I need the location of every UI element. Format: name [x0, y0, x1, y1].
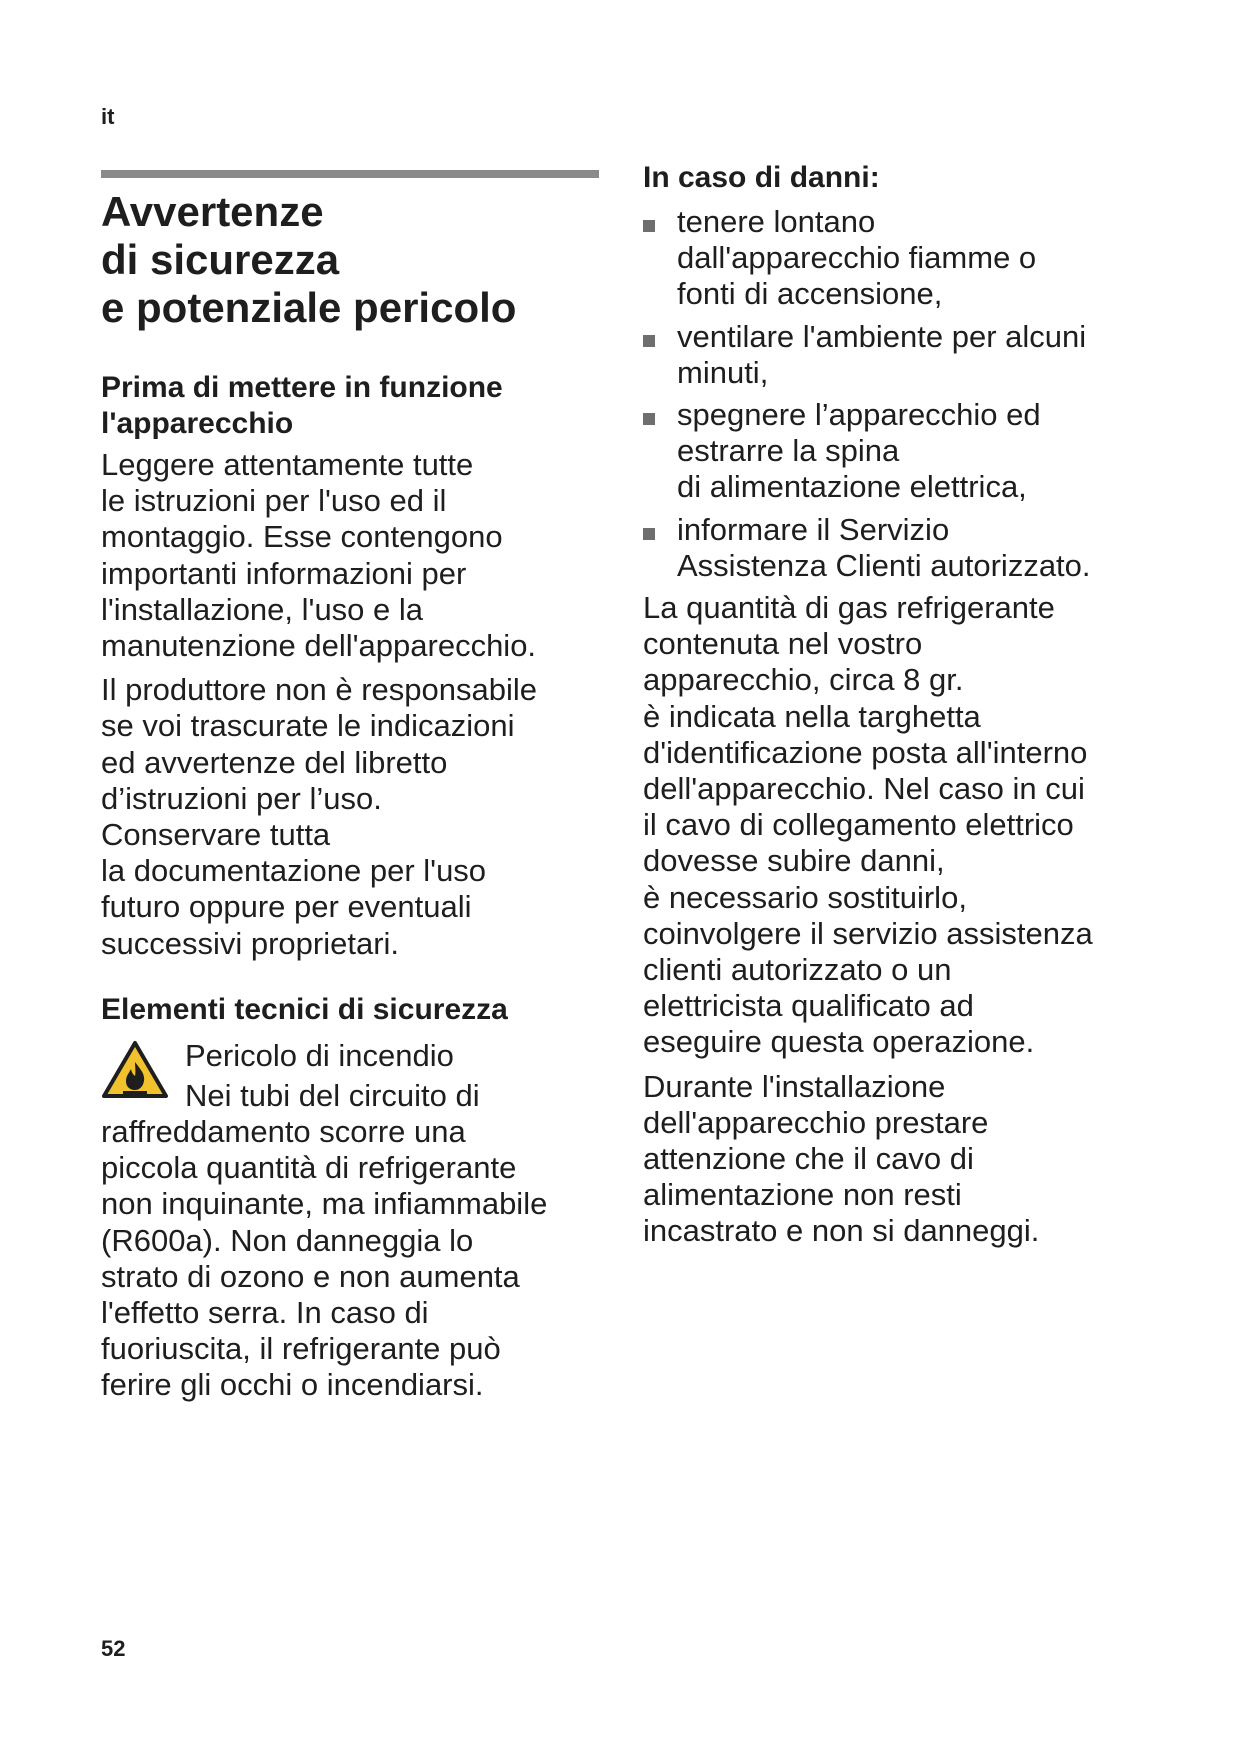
text-line: fonti di accensione,	[677, 276, 943, 312]
text-line: il cavo di collegamento elettrico	[643, 807, 1074, 843]
text-line: non inquinante, ma infiammabile	[101, 1186, 548, 1222]
text-line: dell'apparecchio. Nel caso in cui	[643, 771, 1085, 807]
list-item	[643, 512, 1143, 584]
paragraph-installation-cable	[643, 1069, 1143, 1250]
text-line: coinvolgere il servizio assistenza	[643, 915, 1093, 951]
section-divider	[101, 170, 599, 178]
text-line: d'identificazione posta all'interno	[643, 734, 1088, 770]
text-line: raffreddamento scorre una	[101, 1114, 466, 1150]
list-item	[643, 397, 1143, 506]
list-item	[643, 319, 1143, 391]
square-bullet-icon	[643, 335, 655, 347]
text-line: Assistenza Clienti autorizzato.	[677, 547, 1091, 583]
heading-line: In caso di danni:	[643, 161, 880, 194]
text-line: La quantità di gas refrigerante	[643, 590, 1055, 626]
heading-line: Elementi tecnici di sicurezza	[101, 992, 508, 1026]
language-code: it	[101, 104, 115, 129]
title-line: di sicurezza	[101, 236, 340, 283]
text-line: fuoriuscita, il refrigerante può	[101, 1331, 501, 1367]
text-line: di alimentazione elettrica,	[677, 469, 1027, 505]
text-line: strato di ozono e non aumenta	[101, 1258, 520, 1294]
right-column	[643, 160, 1143, 1250]
paragraph-read-instructions	[101, 447, 611, 664]
title-line: Avvertenze	[101, 188, 324, 235]
left-column	[101, 188, 611, 1404]
section-heading-before-use	[101, 370, 611, 442]
warning-title: Pericolo di incendio	[185, 1037, 454, 1073]
text-line: elettricista qualificato ad	[643, 988, 974, 1024]
text-line: piccola quantità di refrigerante	[101, 1150, 517, 1186]
text-line: alimentazione non resti	[643, 1177, 962, 1213]
text-line: Il produttore non è responsabile	[101, 672, 538, 708]
section-heading-safety-elements	[101, 992, 611, 1028]
text-line: ed avvertenze del libretto	[101, 744, 448, 780]
text-line: successivi proprietari.	[101, 925, 400, 961]
warning-text	[101, 1078, 611, 1404]
text-line: estrarre la spina	[677, 433, 900, 469]
text-line: Nei tubi del circuito di	[185, 1077, 480, 1113]
text-line: ventilare l'ambiente per alcuni	[677, 318, 1087, 354]
text-line: dovesse subire danni,	[643, 843, 945, 879]
text-line: ferire gli occhi o incendiarsi.	[101, 1367, 484, 1403]
text-line: l'effetto serra. In caso di	[101, 1295, 429, 1331]
text-line: è necessario sostituirlo,	[643, 879, 967, 915]
text-line: minuti,	[677, 354, 769, 390]
list-item	[643, 204, 1143, 313]
text-line: eseguire questa operazione.	[643, 1024, 1035, 1060]
text-line: d’istruzioni per l’uso.	[101, 780, 382, 816]
text-line: se voi trascurate le indicazioni	[101, 708, 515, 744]
text-line: apparecchio, circa 8 gr.	[643, 662, 964, 698]
paragraph-manufacturer-liability	[101, 672, 611, 962]
text-line: la documentazione per l'uso	[101, 853, 487, 889]
text-line: Conservare tutta	[101, 817, 331, 853]
square-bullet-icon	[643, 220, 655, 232]
text-line: clienti autorizzato o un	[643, 952, 952, 988]
text-line: attenzione che il cavo di	[643, 1141, 974, 1177]
heading-line: Prima di mettere in funzione	[101, 371, 503, 404]
text-line: tenere lontano	[677, 204, 876, 239]
text-line: (R600a). Non danneggia lo	[101, 1222, 474, 1258]
heading-line: l'apparecchio	[101, 407, 294, 440]
text-line: montaggio. Esse contengono	[101, 519, 503, 555]
text-line: Leggere attentamente tutte	[101, 447, 474, 482]
text-line: l'installazione, l'uso e la	[101, 591, 424, 627]
damage-instructions-list	[643, 204, 1143, 584]
text-line: incastrato e non si danneggi.	[643, 1213, 1040, 1249]
text-line: manutenzione dell'apparecchio.	[101, 628, 537, 664]
text-line: è indicata nella targhetta	[643, 698, 981, 734]
square-bullet-icon	[643, 413, 655, 425]
fire-hazard-icon	[101, 1040, 169, 1100]
page-number: 52	[101, 1636, 126, 1661]
square-bullet-icon	[643, 528, 655, 540]
title-line: e potenziale pericolo	[101, 284, 517, 331]
text-line: informare il Servizio	[677, 511, 950, 547]
text-line: dell'apparecchio prestare	[643, 1104, 989, 1140]
text-line: Durante l'installazione	[643, 1068, 946, 1104]
text-line: importanti informazioni per	[101, 555, 467, 591]
text-line: contenuta nel vostro	[643, 626, 923, 662]
text-line: le istruzioni per l'uso ed il	[101, 483, 447, 519]
page-title	[101, 188, 611, 332]
text-line: futuro oppure per eventuali	[101, 889, 472, 925]
paragraph-refrigerant-quantity	[643, 590, 1143, 1061]
text-line: dall'apparecchio fiamme o	[677, 240, 1037, 276]
text-line: spegnere l’apparecchio ed	[677, 397, 1041, 433]
section-heading-damage	[643, 160, 1143, 196]
fire-warning-header	[101, 1034, 611, 1078]
